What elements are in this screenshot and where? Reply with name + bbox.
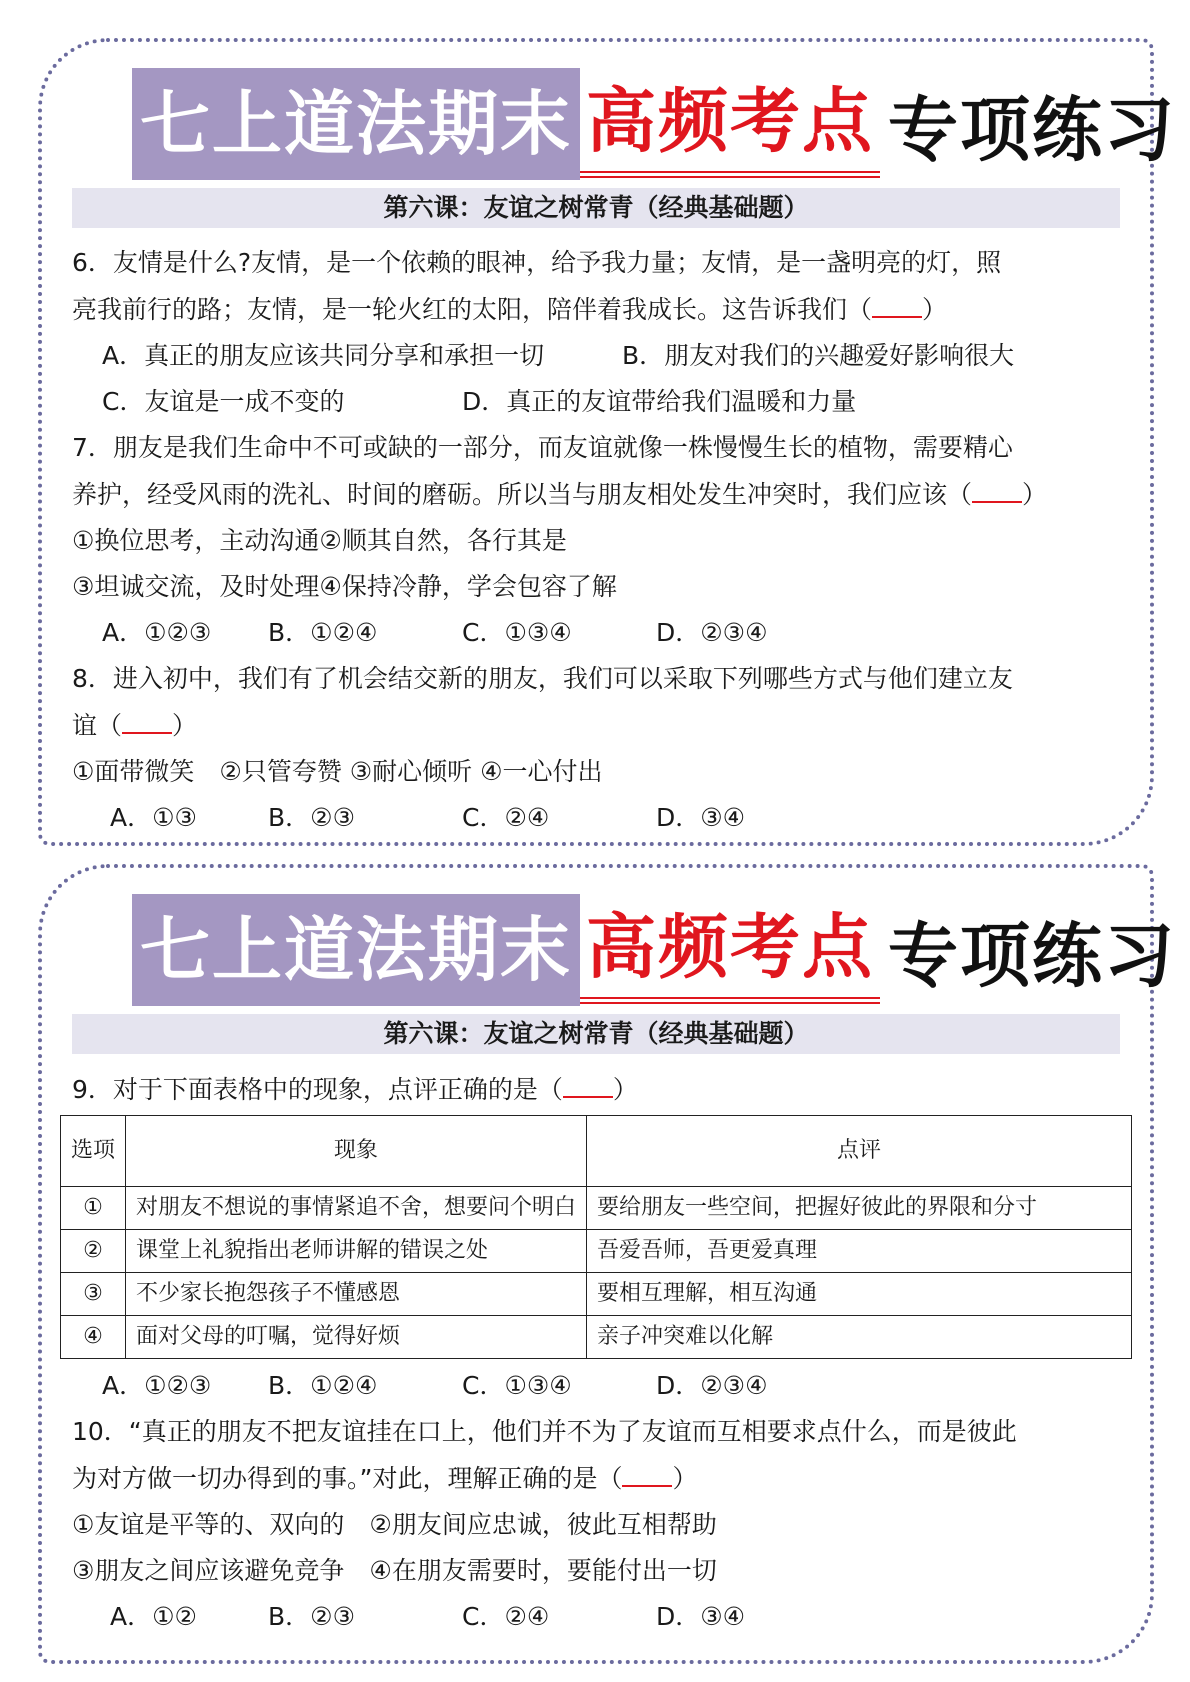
- row-phenomenon: 课堂上礼貌指出老师讲解的错误之处: [126, 1230, 587, 1273]
- q9-option-a[interactable]: A．①②③: [102, 1371, 212, 1400]
- row-index: ①: [61, 1187, 126, 1230]
- col-header-phenomenon: 现象: [126, 1116, 587, 1187]
- q9-option-b[interactable]: B．①②④: [268, 1371, 378, 1400]
- question-card-1: [38, 38, 1176, 846]
- row-phenomenon: 面对父母的叮嘱，觉得好烦: [126, 1316, 587, 1359]
- table-row: [61, 1273, 1132, 1316]
- q10-stem-line2: 为对方做一切办得到的事。”对此，理解正确的是（ ）: [72, 1455, 1122, 1502]
- q6-option-d[interactable]: D．真正的友谊带给我们温暖和力量: [462, 387, 857, 416]
- q6-options-row1: [72, 333, 1122, 379]
- title-red-keyword: 高频考点: [580, 897, 880, 1004]
- q10-statement-2: ③朋友之间应该避免竞争 ④在朋友需要时，要能付出一切: [72, 1556, 717, 1585]
- q7-stem-line2: 养护，经受风雨的洗礼、时间的磨砺。所以当与朋友相处发生冲突时，我们应该（ ）: [72, 471, 1122, 518]
- q7-option-b[interactable]: B．①②④: [268, 618, 378, 647]
- title-red-keyword: 高频考点: [580, 71, 880, 178]
- q7-statement-1: ①换位思考，主动沟通②顺其自然，各行其是: [72, 526, 567, 555]
- q9-stem: 9．对于下面表格中的现象，点评正确的是（ ）: [72, 1066, 1122, 1113]
- title-highlight: 七上道法期末: [132, 894, 580, 1006]
- q9-option-c[interactable]: C．①③④: [462, 1371, 572, 1400]
- title-suffix: 专项练习: [888, 87, 1176, 171]
- q9-table: [60, 1115, 1132, 1359]
- row-comment: 亲子冲突难以化解: [587, 1316, 1132, 1359]
- card-1-content: [72, 240, 1122, 841]
- q10-options: [72, 1594, 1122, 1640]
- table-row: [61, 1187, 1132, 1230]
- q9-options: [72, 1363, 1122, 1409]
- row-comment: 吾爱吾师，吾更爱真理: [587, 1230, 1132, 1273]
- col-header-option: 选项: [61, 1116, 126, 1187]
- table-header-row: [61, 1116, 1132, 1187]
- col-header-comment: 点评: [587, 1116, 1132, 1187]
- title-suffix: 专项练习: [888, 913, 1176, 997]
- page-title: [132, 68, 1176, 180]
- lesson-heading: 第六课：友谊之树常青（经典基础题）: [72, 1014, 1120, 1054]
- q7-option-a[interactable]: A．①②③: [102, 618, 212, 647]
- q7-statement-2: ③坦诚交流，及时处理④保持冷静，学会包容了解: [72, 572, 617, 601]
- q6-option-a[interactable]: A．真正的朋友应该共同分享和承担一切: [102, 341, 545, 370]
- table-row: [61, 1316, 1132, 1359]
- answer-blank[interactable]: [122, 702, 172, 734]
- page-title: [132, 894, 1176, 1006]
- answer-blank[interactable]: [972, 471, 1022, 503]
- q7-option-c[interactable]: C．①③④: [462, 618, 572, 647]
- row-comment: 要给朋友一些空间，把握好彼此的界限和分寸: [587, 1187, 1132, 1230]
- row-index: ②: [61, 1230, 126, 1273]
- q8-option-b[interactable]: B．②③: [268, 803, 355, 832]
- q7-options: [72, 610, 1122, 656]
- q7-stem-line1: 7．朋友是我们生命中不可或缺的一部分，而友谊就像一株慢慢生长的植物，需要精心: [72, 433, 1013, 462]
- q8-stem-line1: 8．进入初中，我们有了机会结交新的朋友，我们可以采取下列哪些方式与他们建立友: [72, 664, 1013, 693]
- row-index: ④: [61, 1316, 126, 1359]
- q6-option-c[interactable]: C．友谊是一成不变的: [102, 387, 345, 416]
- answer-blank[interactable]: [872, 286, 922, 318]
- q8-option-a[interactable]: A．①③: [110, 803, 197, 832]
- q10-option-c[interactable]: C．②④: [462, 1602, 550, 1631]
- question-card-2: [38, 864, 1176, 1664]
- q9-option-d[interactable]: D．②③④: [656, 1371, 768, 1400]
- answer-blank[interactable]: [563, 1066, 613, 1098]
- q6-stem-line2: 亮我前行的路；友情，是一轮火红的太阳，陪伴着我成长。这告诉我们（ ）: [72, 286, 1122, 333]
- table-row: [61, 1230, 1132, 1273]
- q8-stem-line2: 谊（ ）: [72, 702, 1122, 749]
- card-2-content: [72, 1066, 1122, 1640]
- q8-statements: ①面带微笑 ②只管夸赞 ③耐心倾听 ④一心付出: [72, 757, 603, 786]
- title-highlight: 七上道法期末: [132, 68, 580, 180]
- q10-option-d[interactable]: D．③④: [656, 1602, 746, 1631]
- lesson-heading: 第六课：友谊之树常青（经典基础题）: [72, 188, 1120, 228]
- q7-option-d[interactable]: D．②③④: [656, 618, 768, 647]
- row-index: ③: [61, 1273, 126, 1316]
- answer-blank[interactable]: [622, 1455, 672, 1487]
- q10-stem-line1: 10．“真正的朋友不把友谊挂在口上，他们并不为了友谊而互相要求点什么，而是彼此: [72, 1417, 1017, 1446]
- q10-option-b[interactable]: B．②③: [268, 1602, 355, 1631]
- row-comment: 要相互理解，相互沟通: [587, 1273, 1132, 1316]
- q8-option-c[interactable]: C．②④: [462, 803, 550, 832]
- q10-statement-1: ①友谊是平等的、双向的 ②朋友间应忠诚，彼此互相帮助: [72, 1510, 717, 1539]
- q8-option-d[interactable]: D．③④: [656, 803, 746, 832]
- row-phenomenon: 对朋友不想说的事情紧追不舍，想要问个明白: [126, 1187, 587, 1230]
- q8-options: [72, 795, 1122, 841]
- row-phenomenon: 不少家长抱怨孩子不懂感恩: [126, 1273, 587, 1316]
- q6-options-row2: [72, 379, 1122, 425]
- q6-stem-line1: 6．友情是什么?友情，是一个依赖的眼神，给予我力量；友情，是一盏明亮的灯，照: [72, 248, 1002, 277]
- q6-option-b[interactable]: B．朋友对我们的兴趣爱好影响很大: [622, 341, 1015, 370]
- q10-option-a[interactable]: A．①②: [110, 1602, 197, 1631]
